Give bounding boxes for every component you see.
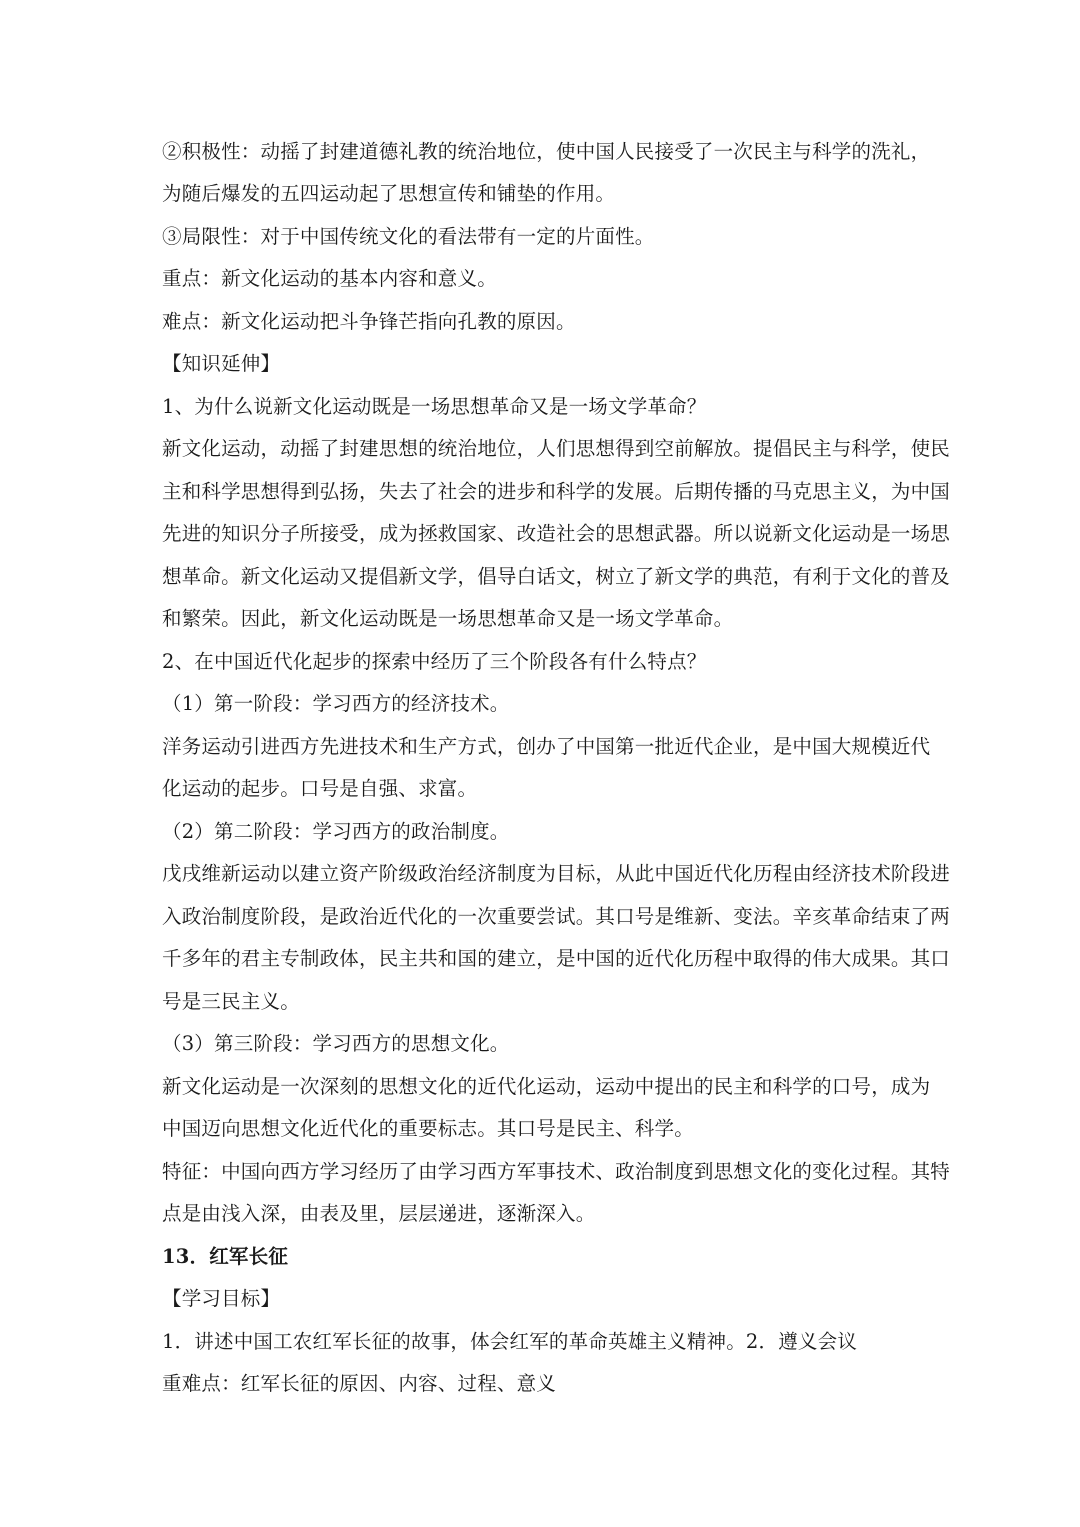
section-heading: 【学习目标】 (162, 1287, 281, 1310)
text-line: ③局限性：对于中国传统文化的看法带有一定的片面性。 (162, 225, 655, 248)
text-line: 新文化运动是一次深刻的思想文化的近代化运动，运动中提出的民主和科学的口号，成为 (162, 1075, 931, 1098)
text-line: 为随后爆发的五四运动起了思想宣传和铺垫的作用。 (162, 182, 616, 205)
text-line: 难点：新文化运动把斗争锋芒指向孔教的原因。 (162, 310, 576, 333)
section-heading: 【知识延伸】 (162, 352, 281, 375)
chapter-title: 13．红军长征 (162, 1245, 289, 1268)
text-line: 新文化运动，动摇了封建思想的统治地位，人们思想得到空前解放。提倡民主与科学，使民 (162, 437, 951, 460)
text-line: 洋务运动引进西方先进技术和生产方式，创办了中国第一批近代企业，是中国大规模近代 (162, 735, 931, 758)
text-line: （2）第二阶段：学习西方的政治制度。 (162, 820, 510, 843)
text-line: 戊戌维新运动以建立资产阶级政治经济制度为目标，从此中国近代化历程由经济技术阶段进 (162, 862, 951, 885)
text-line: 先进的知识分子所接受，成为拯救国家、改造社会的思想武器。所以说新文化运动是一场思 (162, 522, 951, 545)
text-line: 点是由浅入深，由表及里，层层递进，逐渐深入。 (162, 1202, 596, 1225)
text-line: 号是三民主义。 (162, 990, 300, 1013)
text-line: 中国迈向思想文化近代化的重要标志。其口号是民主、科学。 (162, 1117, 694, 1140)
question-line: 2、在中国近代化起步的探索中经历了三个阶段各有什么特点？ (162, 650, 707, 673)
text-line: 想革命。新文化运动又提倡新文学，倡导白话文，树立了新文学的典范，有利于文化的普及 (162, 565, 951, 588)
text-line: 重点：新文化运动的基本内容和意义。 (162, 267, 497, 290)
text-line: 1．讲述中国工农红军长征的故事，体会红军的革命英雄主义精神。2．遵义会议 (162, 1330, 858, 1353)
text-line: ②积极性：动摇了封建道德礼教的统治地位，使中国人民接受了一次民主与科学的洗礼， (162, 140, 931, 163)
text-line: 重难点：红军长征的原因、内容、过程、意义 (162, 1372, 557, 1395)
text-line: 特征：中国向西方学习经历了由学习西方军事技术、政治制度到思想文化的变化过程。其特 (162, 1160, 951, 1183)
text-line: 入政治制度阶段，是政治近代化的一次重要尝试。其口号是维新、变法。辛亥革命结束了两 (162, 905, 951, 928)
text-line: 主和科学思想得到弘扬，失去了社会的进步和科学的发展。后期传播的马克思主义，为中国 (162, 480, 951, 503)
question-line: 1、为什么说新文化运动既是一场思想革命又是一场文学革命？ (162, 395, 707, 418)
text-line: 化运动的起步。口号是自强、求富。 (162, 777, 478, 800)
text-line: （1）第一阶段：学习西方的经济技术。 (162, 692, 510, 715)
text-line: （3）第三阶段：学习西方的思想文化。 (162, 1032, 510, 1055)
text-line: 千多年的君主专制政体，民主共和国的建立，是中国的近代化历程中取得的伟大成果。其口 (162, 947, 951, 970)
text-line: 和繁荣。因此，新文化运动既是一场思想革命又是一场文学革命。 (162, 607, 734, 630)
